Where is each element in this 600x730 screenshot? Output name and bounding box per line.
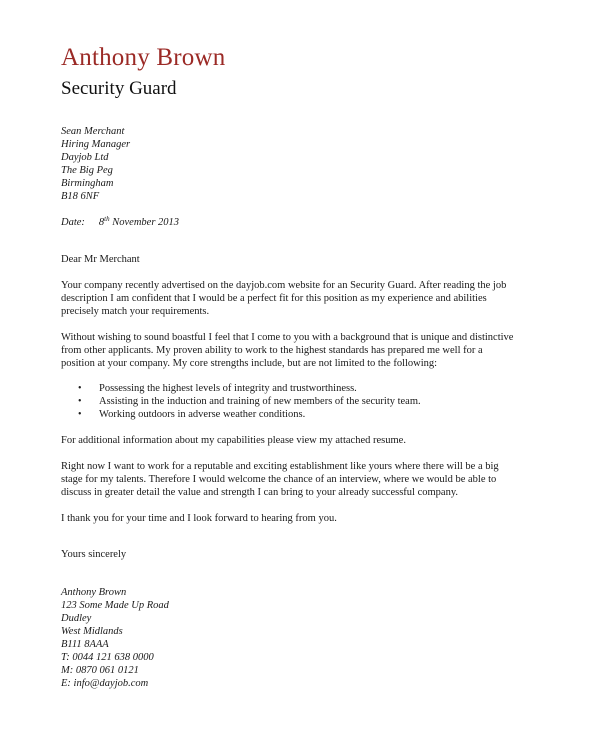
date-suffix: th [104, 215, 110, 223]
strengths-list [78, 382, 421, 421]
salutation: Dear Mr Merchant [61, 254, 140, 265]
recipient-company: Dayjob Ltd [61, 152, 109, 163]
paragraph-line: For additional information about my capabilities please view my attached resume. [61, 435, 406, 446]
list-item: • Assisting in the induction and training of new members of the security team. [78, 396, 421, 407]
date-day: 8 [98, 217, 105, 228]
paragraph-line: discuss in greater detail the value and strength I can bring to your already successful company. [61, 487, 459, 498]
bullet-icon: • [78, 396, 82, 407]
signature-block [61, 586, 561, 690]
paragraph-resume [61, 434, 561, 447]
recipient-city: Birmingham [61, 178, 114, 189]
paragraph-line: Without wishing to sound boastful I feel that I come to you with a background that is unique and distinctive [61, 332, 514, 343]
applicant-name: Anthony Brown [61, 44, 226, 71]
letter-date [61, 216, 561, 229]
paragraph-line: stage for my talents. Therefore I would welcome the chance of an interview, where we would be able to [61, 474, 497, 485]
recipient-postcode: B18 6NF [61, 191, 100, 202]
date-label: Date: [61, 217, 85, 228]
paragraph-line: description I am confident that I would be a perfect fit for this position as my experience and abilities [61, 293, 487, 304]
signature-postcode: B111 8AAA [61, 639, 109, 650]
signature-telephone: T: 0044 121 638 0000 [61, 652, 154, 663]
date-month-year: November 2013 [109, 217, 180, 228]
recipient-address [61, 125, 561, 203]
paragraph-line: from other applicants. My proven ability to work to the highest standards has prepared me well for a [61, 345, 483, 356]
signature-mobile: M: 0870 061 0121 [61, 665, 139, 676]
list-item: • Possessing the highest levels of integrity and trustworthiness. [78, 383, 357, 394]
paragraph-line: precisely match your requirements. [61, 306, 210, 317]
paragraph-thanks [61, 512, 561, 525]
recipient-street: The Big Peg [61, 165, 113, 176]
signature-name: Anthony Brown [61, 587, 127, 598]
signature-email: E: info@dayjob.com [61, 678, 149, 689]
paragraph-strengths [61, 331, 561, 370]
paragraph-line: position at your company. My core strengths include, but are not limited to the following: [61, 358, 438, 369]
paragraph-line: Your company recently advertised on the dayjob.com website for an Security Guard. After reading the job [61, 280, 507, 291]
paragraph-line: I thank you for your time and I look forward to hearing from you. [61, 513, 337, 524]
signature-street: 123 Some Made Up Road [61, 600, 169, 611]
paragraph-intro [61, 279, 561, 318]
recipient-name: Sean Merchant [61, 126, 125, 137]
signature-town: Dudley [61, 613, 92, 624]
job-title: Security Guard [61, 78, 177, 99]
closing: Yours sincerely [61, 549, 127, 560]
paragraph-interview [61, 460, 561, 499]
list-item: • Working outdoors in adverse weather conditions. [78, 409, 306, 420]
recipient-title: Hiring Manager [61, 139, 131, 150]
bullet-icon: • [78, 383, 82, 394]
bullet-icon: • [78, 409, 82, 420]
signature-county: West Midlands [61, 626, 123, 637]
paragraph-line: Right now I want to work for a reputable and exciting establishment like yours where there will be a big [61, 461, 499, 472]
